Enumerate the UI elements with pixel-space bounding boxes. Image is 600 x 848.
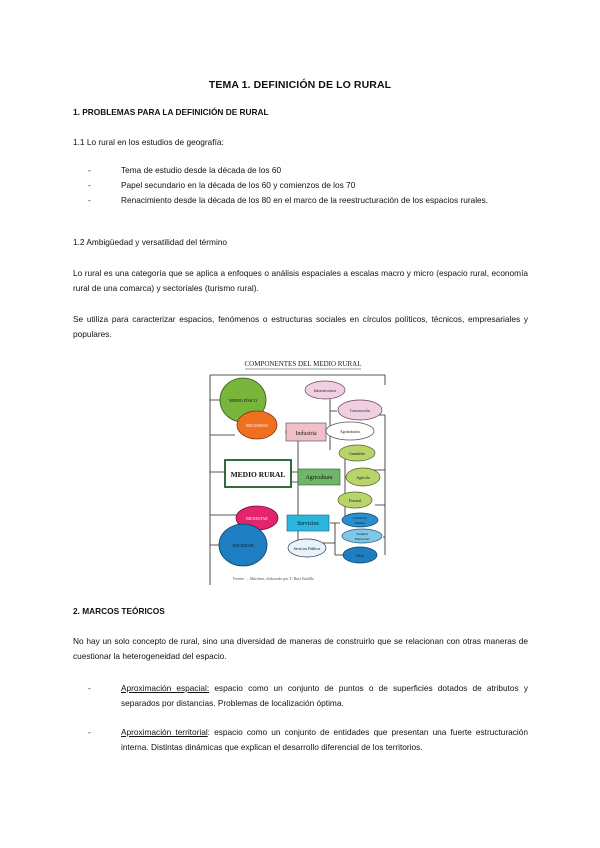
sanidad-label: Sanidad [356, 532, 368, 536]
recursos-label: RECURSOS [246, 423, 268, 428]
term-spatial-approach: Aproximación espacial: [121, 683, 210, 693]
diagram-caption: Fuente: ... Martínez, elaborado por T. Ruiz Badillo [233, 576, 314, 581]
term-territorial-approach: Aproximación territorial [121, 727, 208, 737]
sociedad-label: SOCIEDAD [232, 543, 254, 548]
bullet-dash: - [88, 165, 91, 175]
ocio-label: Ocio [356, 554, 364, 558]
bienestar-label: BIENESTAR [246, 516, 268, 521]
bullet-dash: - [88, 180, 91, 190]
agroindustria-label: Agroindustria [340, 430, 360, 434]
agricola-label: Agrícola [356, 476, 370, 480]
medio-fisico-label: MEDIO FÍSICO [228, 398, 258, 403]
section-2-heading: 2. MARCOS TEÓRICOS [73, 606, 165, 616]
bullet-dash: - [88, 683, 91, 693]
paragraph-theoretical-frameworks: No hay un solo concepto de rural, sino una diversidad de maneras de construirlo que se relacionan con otras maneras de cuestionar la heterogeneidad del espacio. [73, 636, 528, 661]
medio-rural-text: MEDIO RURAL [230, 470, 286, 479]
ganaderia-label: Ganadería [349, 452, 365, 456]
comercio-label: Comercio [353, 516, 367, 520]
list-item-text [121, 725, 528, 754]
servicios-publicos-label: Servicios Públicos [293, 547, 321, 551]
bullet-dash: - [88, 727, 91, 737]
forestal-label: Forestal [348, 499, 362, 503]
diagram-title: COMPONENTES DEL MEDIO RURAL [244, 360, 362, 368]
list-item-text: Renacimiento desde la década de los 80 en el marco de la reestructuración de los espacios rurales. [121, 195, 489, 205]
subsection-1-2-heading: 1.2 Ambigüedad y versatilidad del término [73, 237, 228, 247]
paragraph-rural-category: Lo rural es una categoría que se aplica a enfoques o análisis espaciales a escalas macro y micro (espacio rural, economía rural de una comarca) y sectoriales (turismo rural). [73, 268, 528, 293]
subsection-1-1-heading: 1.1 Lo rural en los estudios de geografía: [73, 137, 224, 147]
educacion-label: Educación [354, 537, 370, 541]
servicios-label: Servicios [297, 521, 319, 527]
rural-components-diagram [205, 355, 401, 587]
list-item-text: Papel secundario en la década de los 60 y comienzos de los 70 [121, 180, 356, 190]
territorial-approach-text: : espacio como un conjunto de entidades que presentan una fuerte estructuración interna. Distintas dinámicas que explican el desarrollo diferencial de los territorios. [121, 727, 528, 752]
infraestructura-label: Infraestructura [313, 389, 337, 393]
bullet-dash: - [88, 195, 91, 205]
list-item-text [121, 681, 528, 710]
construccion-label: Construcción [349, 409, 371, 413]
industria-label: Industria [295, 431, 317, 437]
spatial-approach-text: espacio como un conjunto de puntos o de superficies dotados de atributos y separados por distancias. Problemas de localización óptima. [121, 683, 528, 708]
agricultura-label: Agricultura [305, 475, 333, 481]
section-1-heading: 1. PROBLEMAS PARA LA DEFINICIÓN DE RURAL [73, 107, 269, 117]
turismo-label: Turismo [354, 521, 366, 525]
paragraph-rural-usage: Se utiliza para caracterizar espacios, fenómenos o estructuras sociales en círculos políticos, técnicos, empresariales y populares. [73, 314, 528, 339]
list-item-text: Tema de estudio desde la década de los 60 [121, 165, 282, 175]
page-title: TEMA 1. DEFINICIÓN DE LO RURAL [208, 79, 392, 91]
